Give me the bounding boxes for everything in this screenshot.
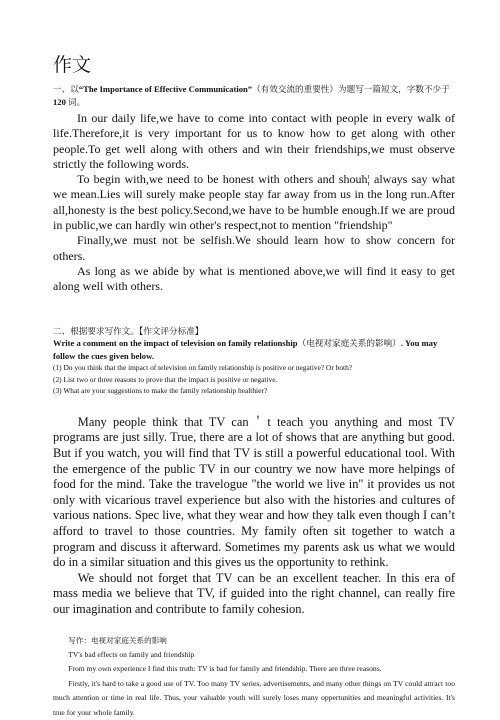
task2-prompt: Write a comment on the impact of television on family relationship（电视对家庭关系的影响）. You may follow the cues given below. (53, 338, 438, 361)
essay1-paragraph: Finally,we must not be selfish.We should learn how to show concern for others. (53, 233, 455, 263)
task2-heading: 二、根据要求写作文。【作文评分标准】 (53, 325, 204, 336)
essay1-paragraph: To begin with,we need to be honest with others and shouh¦ always say what we mean.Lies will surely make people stay far away from us in the long run.After all,honesty is the best policy.Second,we have to be humble enough.If we are proud in public,we can hardly win other's respect,not to mention "friendship" (53, 172, 455, 233)
essay1-paragraph: As long as we abide by what is mentioned above,we will find it easy to get along well with others. (53, 263, 455, 294)
essay1-paragraph: In our daily life,we have to come into contact with people in every walk of life.Therefore,it is very important for us to know how to get along with other people.To get well along with others and win their friendships,we must observe strictly the following words. (53, 111, 455, 171)
essay2-paragraph: Many people think that TV can＇t teach you anything and most TV programs are just silly. True, there are a lot of shows that are anything but good. But if you watch, you will find that TV is still a powerful educational tool. With the emergence of the public TV in our country we now have more helpings of food for the mind. Take the travelogue "the world we live in" it provides us not only with vicarious travel experience but also with the histories and cultures of various nations. Spec live, what they wear and how they talk even though I can’t afford to travel to those countries. My family often sit together to watch a program and discuss it afterward. Sometimes my parents ask us what we would do in a similar situation and this gives us the opportunity to rethink. (53, 414, 455, 570)
essay-2 (53, 415, 455, 618)
essay3-paragraph: From my own experience I find this truth: TV is bad for family and friendship. There are three reasons. (68, 664, 382, 674)
document-page (53, 50, 455, 720)
essay3-paragraph: TV's bad effects on family and friendship (68, 649, 195, 659)
cue-item: (3) What are your suggestions to make the family relationship healthier? (53, 386, 268, 396)
essay3-title: 写作：电视对家庭关系的影响 (68, 635, 167, 645)
essay-1 (53, 111, 455, 295)
essay3-paragraph: Firstly, it's hard to take a good use of TV. Too many TV series, advertisements, and many other things on TV could attract too much attention or time in real life. Thus, your valuable youth will surely loses many oppertunities and meaningful activities. It's true for your whole family. (53, 678, 455, 717)
cue-item: (2) List two or three reasons to prove that the impact is positive or negative. (53, 374, 278, 384)
cue-item: (1) Do you think that the impact of television on family relationship is positive or negative? Or both? (53, 363, 353, 373)
essay2-paragraph: We should not forget that TV can be an excellent teacher. In this era of mass media we believe that TV, if guided into the right channel, can really fire our imagination and contribute to family cohesion. (53, 570, 455, 616)
task1-prompt: 一、以“The Importance of Effective Communication”（有效交流的重要性）为题写一篇短文，字数不少于 120 词。 (53, 84, 450, 107)
doc-title: 作文 (53, 55, 92, 76)
essay-3 (53, 634, 455, 720)
